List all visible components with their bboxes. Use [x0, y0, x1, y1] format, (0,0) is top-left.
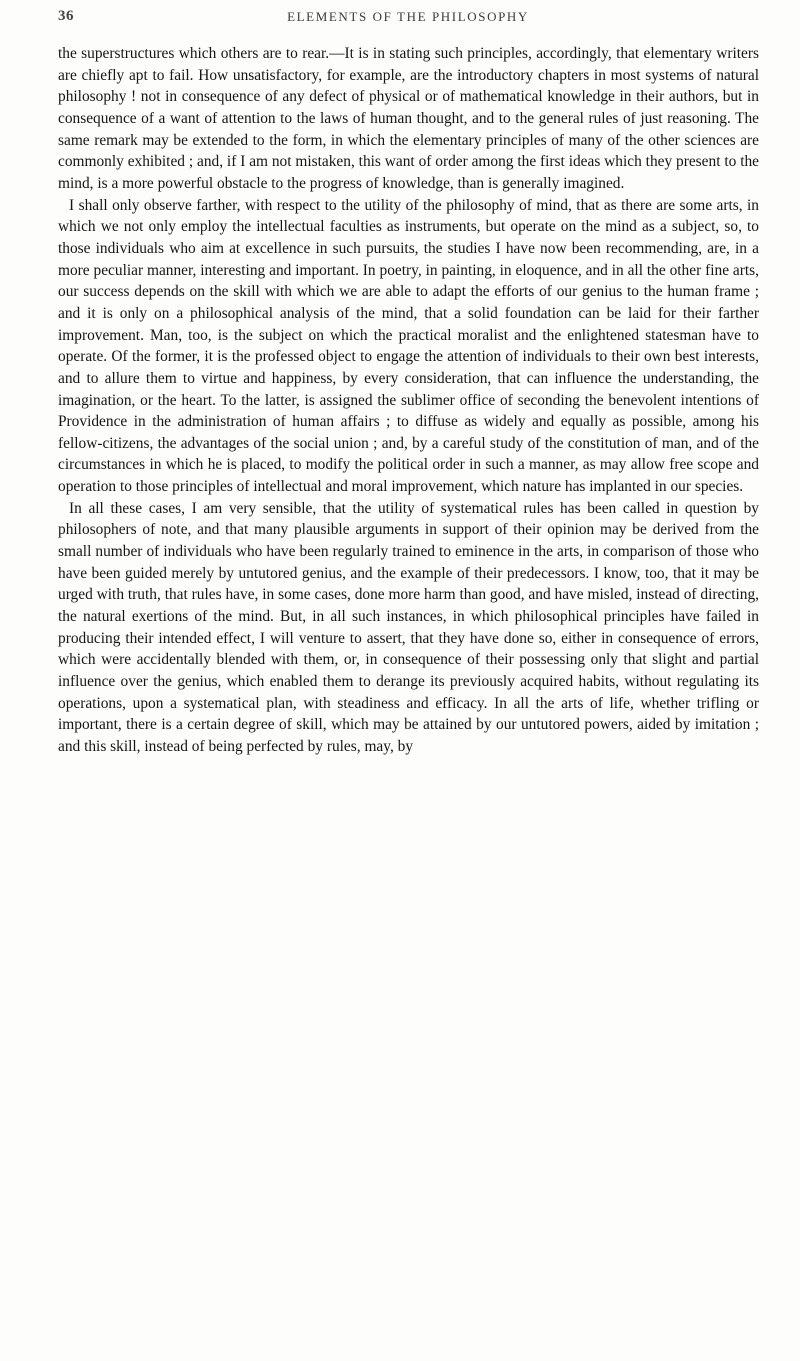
running-title: ELEMENTS OF THE PHILOSOPHY	[287, 9, 529, 24]
page-number: 36	[58, 8, 74, 24]
body-text	[58, 43, 759, 758]
running-head	[58, 8, 758, 30]
paragraph: I shall only observe farther, with respect to the utility of the philosophy of mind, that as there are some arts, in which we not only employ the intellectual faculties as instruments, but operate on the mind as a subject, so, to those individuals who aim at excellence in such pursuits, the studies I have now been recommending, are, in a more peculiar manner, interesting and important. In poetry, in painting, in eloquence, and in all the other fine arts, our success depends on the skill with which we are able to adapt the efforts of our genius to the human frame ; and it is only on a philosophical analysis of the mind, that a solid foundation can be laid for their farther improvement. Man, too, is the subject on which the practical moralist and the enlightened statesman have to operate. Of the former, it is the professed object to engage the attention of individuals to their own best interests, and to allure them to virtue and happiness, by every consideration, that can influence the understanding, the imagination, or the heart. To the latter, is assigned the sublimer office of seconding the benevolent intentions of Providence in the administration of human affairs ; to diffuse as widely and equally as possible, among his fellow-citizens, the advantages of the social union ; and, by a careful study of the constitution of man, and of the circumstances in which he is placed, to modify the political order in such a manner, as may allow free scope and operation to those principles of intellectual and moral improvement, which nature has implanted in our species.	[58, 196, 759, 496]
paragraph-continued: the superstructures which others are to rear.—It is in stating such principles, accordingly, that elementary writers are chiefly apt to fail. How unsatisfactory, for example, are the introductory chapters in most systems of natural philosophy ! not in consequence of any defect of physical or of mathematical knowledge in their authors, but in consequence of a want of attention to the laws of human thought, and to the general rules of just reasoning. The same remark may be extended to the form, in which the elementary principles of many of the other sciences are commonly exhibited ; and, if I am not mistaken, this want of order among the first ideas which they present to the mind, is a more powerful obstacle to the progress of knowledge, than is generally imagined.	[58, 45, 759, 192]
paragraph: In all these cases, I am very sensible, that the utility of systematical rules has been called in question by philosophers of note, and that many plausible arguments in support of their opinion may be derived from the small number of individuals who have been regularly trained to eminence in the arts, in comparison of those who have been guided merely by untutored genius, and the example of their predecessors. I know, too, that it may be urged with truth, that rules have, in some cases, done more harm than good, and have misled, instead of directing, the natural exertions of the mind. But, in all such instances, in which philosophical principles have failed in producing their intended effect, I will venture to assert, that they have done so, either in consequence of errors, which were accidentally blended with them, or, in consequence of their possessing only that slight and partial influence over the genius, which enabled them to derange its previously acquired habits, without regulating its operations, upon a systematical plan, with steadiness and efficacy. In all the arts of life, whether trifling or important, there is a certain degree of skill, which may be attained by our untutored powers, aided by imitation ; and this skill, instead of being perfected by rules, may, by	[58, 499, 759, 755]
